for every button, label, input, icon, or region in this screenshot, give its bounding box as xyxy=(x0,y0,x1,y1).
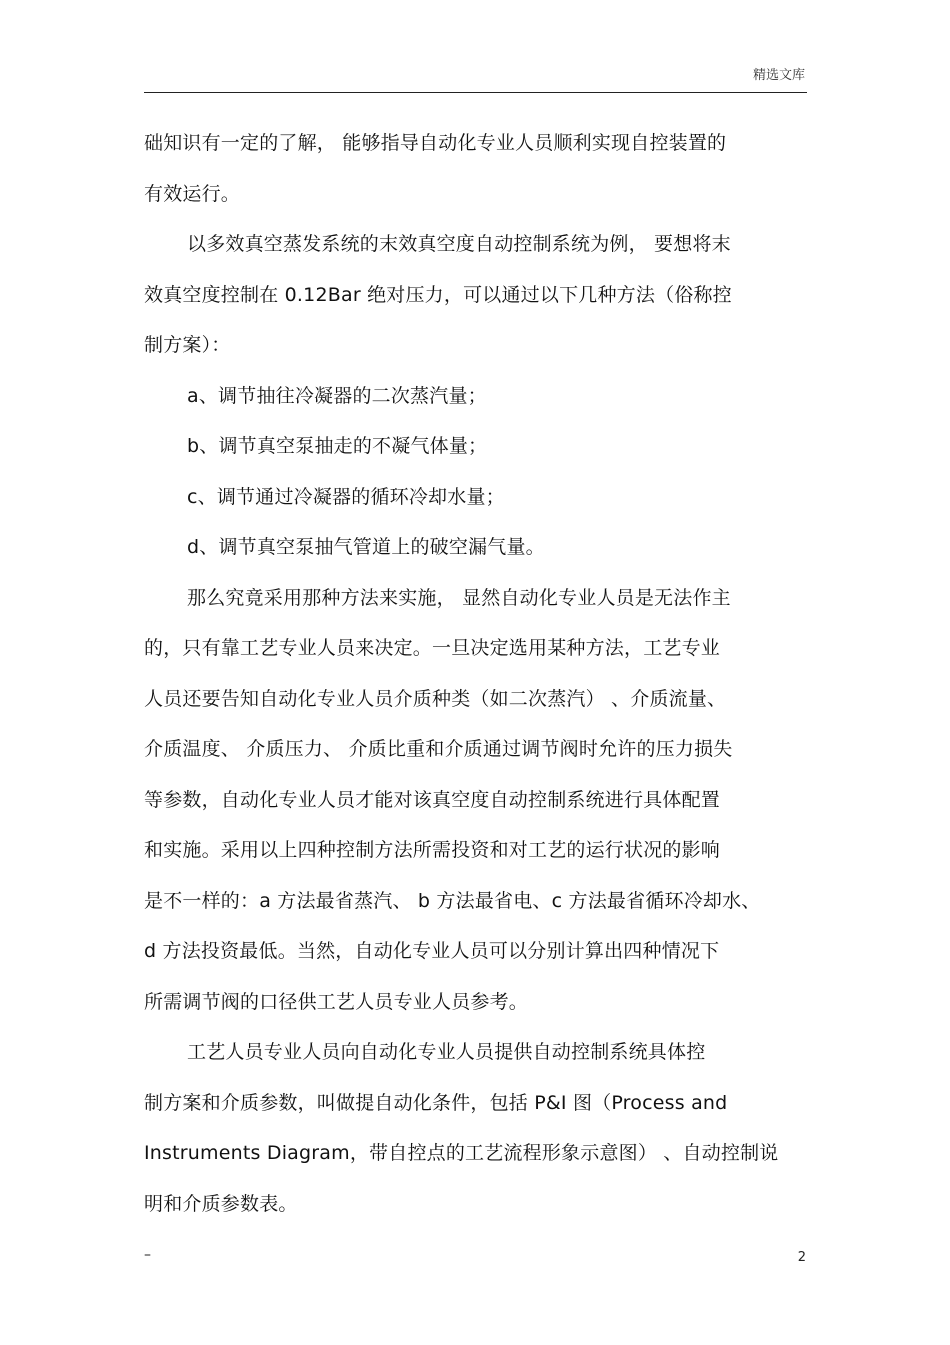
body-text xyxy=(144,118,814,1229)
list-item-b: b、调节真空泵抽走的不凝气体量； xyxy=(187,435,488,457)
header-divider xyxy=(144,92,807,93)
text-line-4: 效真空度控制在 0.12Bar 绝对压力，可以通过以下几种方法（俗称控 xyxy=(144,283,732,306)
text-line-3: 以多效真空蒸发系统的末效真空度自动控制系统为例， 要想将末 xyxy=(187,233,731,255)
text-line-13: 介质温度、 介质压力、 介质比重和介质通过调节阀时允许的压力损失 xyxy=(144,738,733,760)
list-item-a: a、调节抽往冷凝器的二次蒸汽量； xyxy=(187,384,487,407)
header-label: 精选文库 xyxy=(752,68,805,83)
list-item-c: c、调节通过冷凝器的循环冷却水量； xyxy=(187,485,505,508)
list-item-d: d、调节真空泵抽气管道上的破空漏气量。 xyxy=(187,536,545,558)
text-line-18: 所需调节阀的口径供工艺人员专业人员参考。 xyxy=(144,990,529,1013)
text-line-5: 制方案）： xyxy=(144,334,231,356)
page-number: 2 xyxy=(797,1250,806,1265)
footer-dash: – xyxy=(144,1247,151,1263)
text-line-10: 那么究竟采用那种方法来实施， 显然自动化专业人员是无法作主 xyxy=(187,586,731,609)
text-line-20: 制方案和介质参数，叫做提自动化条件，包括 P&I 图（Process and xyxy=(144,1091,728,1114)
text-line-11: 的，只有靠工艺专业人员来决定。一旦决定选用某种方法，工艺专业 xyxy=(144,637,721,659)
text-line-16: 是不一样的：a 方法最省蒸汽、 b 方法最省电、c 方法最省循环冷却水、 xyxy=(144,889,761,912)
text-line-19: 工艺人员专业人员向自动化专业人员提供自动控制系统具体控 xyxy=(187,1041,706,1063)
text-line-22: 明和介质参数表。 xyxy=(144,1192,298,1215)
text-line-12: 人员还要告知自动化专业人员介质种类（如二次蒸汽） 、介质流量、 xyxy=(144,687,727,710)
text-line-1: 础知识有一定的了解， 能够指导自动化专业人员顺利实现自控装置的 xyxy=(144,132,727,154)
text-line-15: 和实施。采用以上四种控制方法所需投资和对工艺的运行状况的影响 xyxy=(144,839,721,861)
text-line-17: d 方法投资最低。当然，自动化专业人员可以分别计算出四种情况下 xyxy=(144,940,720,962)
text-line-14: 等参数，自动化专业人员才能对该真空度自动控制系统进行具体配置 xyxy=(144,788,721,811)
text-line-21: Instruments Diagram，带自控点的工艺流程形象示意图） 、自动控制说 xyxy=(144,1142,779,1164)
text-line-2: 有效运行。 xyxy=(144,182,241,205)
